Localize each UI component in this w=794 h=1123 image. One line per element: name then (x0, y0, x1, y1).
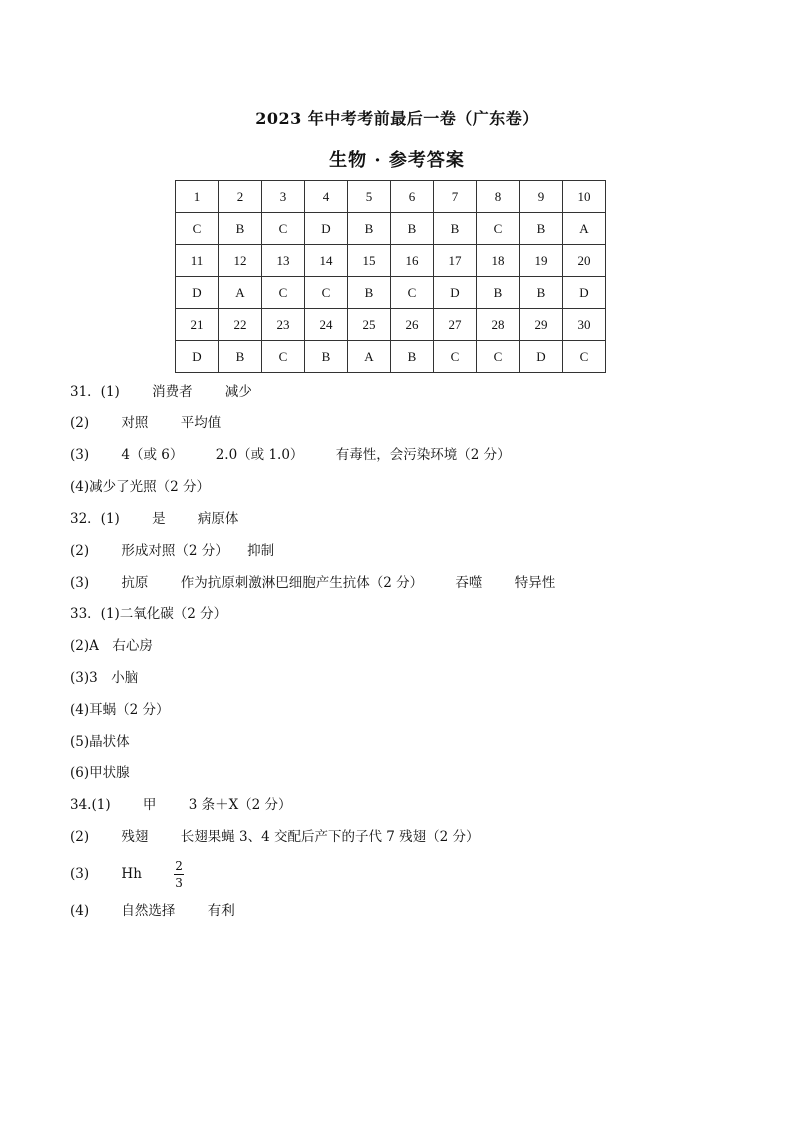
table-cell: 20 (563, 245, 606, 277)
table-row-numbers (176, 181, 606, 213)
table-cell: B (391, 341, 434, 373)
page-subtitle: 生物 · 参考答案 (329, 150, 465, 171)
table-cell: 25 (348, 309, 391, 341)
table-cell: 5 (348, 181, 391, 213)
q34-p3-label: (3) (70, 866, 90, 882)
table-cell: B (391, 213, 434, 245)
q31-part1 (70, 382, 252, 402)
table-cell: B (434, 213, 477, 245)
q34-p3-answer-a: Hh (121, 866, 142, 882)
q33-part2: (2)A 右心房 (70, 638, 153, 654)
table-cell: 14 (305, 245, 348, 277)
table-cell: 15 (348, 245, 391, 277)
q31-p2-answer-b: 平均值 (180, 415, 222, 431)
q31-p1-answer-a: 消费者 (152, 384, 193, 400)
q31-part3 (70, 445, 511, 465)
q33-part4: (4)耳蜗（2 分） (70, 702, 170, 718)
q34-part1 (70, 795, 292, 815)
q32-part1 (70, 509, 238, 529)
q33-part1: 33．(1)二氧化碳（2 分） (70, 606, 228, 622)
q31-part2 (70, 413, 221, 433)
table-cell: 19 (520, 245, 563, 277)
q32-p3-label: (3) (70, 575, 90, 591)
table-cell: B (520, 213, 563, 245)
table-cell: B (219, 213, 262, 245)
q33-part6: (6)甲状腺 (70, 765, 130, 781)
q34-p1-answer-a: 甲 (142, 797, 157, 813)
q31-p2-answer-a: 对照 (121, 415, 149, 431)
fraction-numerator: 2 (175, 859, 183, 873)
table-cell: C (262, 277, 305, 309)
q31-part4: (4)减少了光照（2 分） (70, 479, 211, 495)
table-cell: 7 (434, 181, 477, 213)
q32-p3-answer-c: 吞噬 (455, 575, 483, 591)
table-cell: 10 (563, 181, 606, 213)
q32-p2-label: (2) (70, 543, 90, 559)
table-cell: A (348, 341, 391, 373)
table-cell: D (176, 341, 219, 373)
table-cell: 11 (176, 245, 219, 277)
table-row-answers (176, 213, 606, 245)
q33-part3: (3)3 小脑 (70, 670, 139, 686)
q34-part4 (70, 901, 235, 921)
table-cell: 18 (477, 245, 520, 277)
q34-p1-label: 34.(1) (70, 797, 111, 813)
table-cell: B (348, 213, 391, 245)
table-cell: D (305, 213, 348, 245)
table-cell: 1 (176, 181, 219, 213)
table-cell: 6 (391, 181, 434, 213)
q32-p3-answer-a: 抗原 (121, 575, 149, 591)
q34-p3-fraction (174, 858, 184, 891)
table-cell: 23 (262, 309, 305, 341)
table-cell: 29 (520, 309, 563, 341)
table-cell: 8 (477, 181, 520, 213)
table-cell: D (434, 277, 477, 309)
q32-p1-label: 32．(1) (70, 511, 120, 527)
q34-p4-answer-b: 有利 (207, 903, 235, 919)
q31-p1-answer-b: 减少 (224, 384, 252, 400)
q32-p3-answer-b: 作为抗原刺激淋巴细胞产生抗体（2 分） (180, 575, 424, 591)
q32-p1-answer-a: 是 (152, 511, 166, 527)
table-cell: 21 (176, 309, 219, 341)
table-cell: B (348, 277, 391, 309)
q31-p1-label: 31．(1) (70, 384, 120, 400)
table-cell: D (176, 277, 219, 309)
table-cell: D (563, 277, 606, 309)
table-cell: C (477, 213, 520, 245)
q33-part5: (5)晶状体 (70, 734, 130, 750)
q31-p2-label: (2) (70, 415, 90, 431)
table-cell: 16 (391, 245, 434, 277)
table-cell: 2 (219, 181, 262, 213)
table-row-numbers (176, 245, 606, 277)
q32-part3 (70, 573, 555, 593)
table-cell: B (520, 277, 563, 309)
table-cell: D (520, 341, 563, 373)
q31-p3-label: (3) (70, 447, 90, 463)
q31-p3-answer-a: 4（或 6） (121, 447, 184, 463)
q32-p2-answer-b: 抑制 (247, 543, 275, 559)
table-cell: C (176, 213, 219, 245)
table-row-numbers (176, 309, 606, 341)
table-cell: 4 (305, 181, 348, 213)
table-cell: C (563, 341, 606, 373)
table-cell: C (262, 213, 305, 245)
q34-p2-answer-a: 残翅 (121, 829, 149, 845)
table-cell: 27 (434, 309, 477, 341)
table-cell: A (219, 277, 262, 309)
table-cell: 24 (305, 309, 348, 341)
table-cell: 28 (477, 309, 520, 341)
table-cell: 9 (520, 181, 563, 213)
table-cell: C (434, 341, 477, 373)
table-cell: C (262, 341, 305, 373)
q34-p1-answer-b: 3 条＋X（2 分） (188, 797, 292, 813)
table-cell: B (219, 341, 262, 373)
table-cell: 26 (391, 309, 434, 341)
table-cell: 22 (219, 309, 262, 341)
q34-part2 (70, 827, 480, 847)
q32-p2-answer-a: 形成对照（2 分） (121, 543, 229, 559)
q34-p2-label: (2) (70, 829, 90, 845)
table-cell: 12 (219, 245, 262, 277)
q34-p4-label: (4) (70, 903, 90, 919)
table-cell: B (305, 341, 348, 373)
table-cell: A (563, 213, 606, 245)
fraction-denominator: 3 (175, 876, 183, 890)
q32-part2 (70, 541, 274, 561)
table-cell: C (391, 277, 434, 309)
table-cell: 13 (262, 245, 305, 277)
q34-p4-answer-a: 自然选择 (121, 903, 176, 919)
table-row-answers (176, 341, 606, 373)
table-cell: 3 (262, 181, 305, 213)
q34-p2-answer-b: 长翅果蝇 3、4 交配后产下的子代 7 残翅（2 分） (180, 829, 480, 845)
q31-p3-answer-c: 有毒性，会污染环境（2 分） (335, 447, 511, 463)
table-cell: 17 (434, 245, 477, 277)
page-title: 2023 年中考考前最后一卷（广东卷） (255, 109, 539, 128)
answer-table (175, 180, 606, 373)
table-cell: C (477, 341, 520, 373)
table-cell: 30 (563, 309, 606, 341)
q31-p3-answer-b: 2.0（或 1.0） (215, 447, 304, 463)
table-cell: B (477, 277, 520, 309)
q32-p3-answer-d: 特异性 (514, 575, 556, 591)
table-cell: C (305, 277, 348, 309)
q32-p1-answer-b: 病原体 (197, 511, 239, 527)
table-row-answers (176, 277, 606, 309)
q34-part3 (70, 856, 184, 892)
